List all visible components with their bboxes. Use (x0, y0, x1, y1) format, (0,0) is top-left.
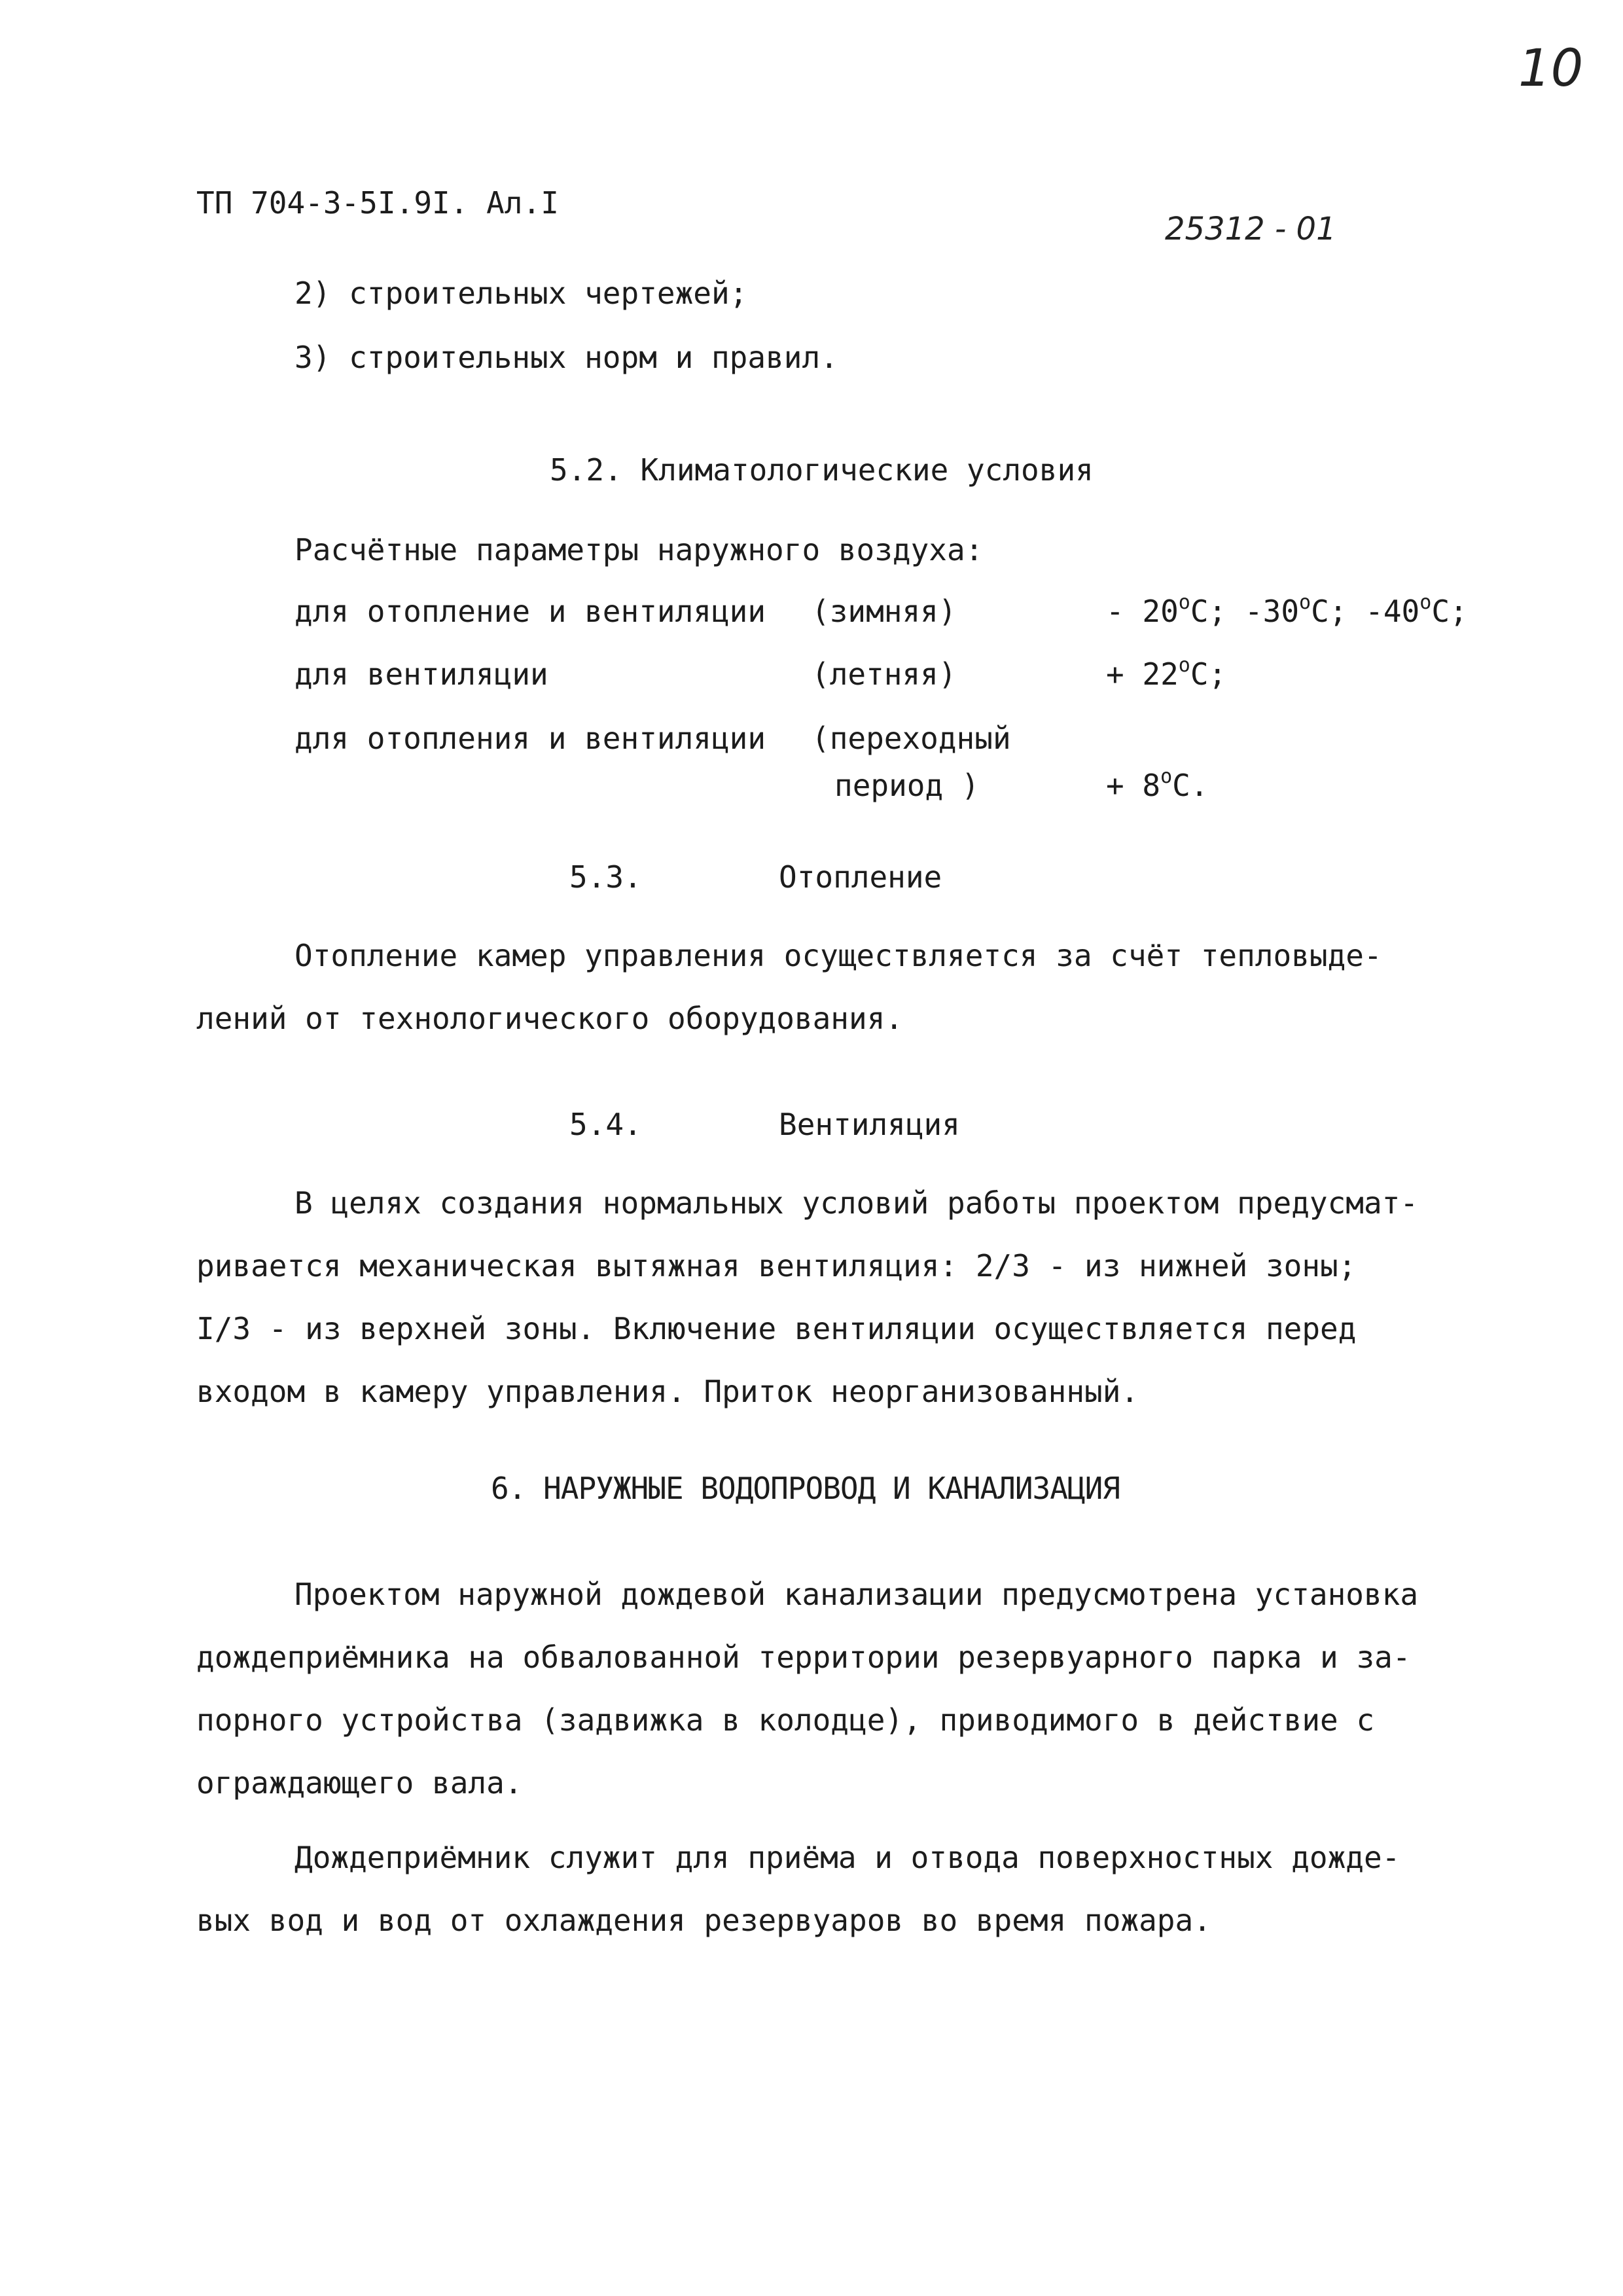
climate-row-label: для отопления и вентиляции (294, 721, 766, 756)
climate-row-season: (переходный (812, 721, 1011, 756)
paragraph-line: Дождеприёмник служит для приёма и отвода поверхностных дожде- (294, 1840, 1400, 1875)
paragraph-line: ривается механическая вытяжная вентиляция: 2/3 - из нижней зоны; (196, 1248, 1357, 1283)
climate-row-label: для отопление и вентиляции (294, 594, 766, 629)
paragraph-line: входом в камеру управления. Приток неорганизованный. (196, 1374, 1139, 1409)
climate-row-value: - 20$^o$C; -30$^o$C; -40$^o$C; (1106, 591, 1468, 629)
paragraph-line: лений от технологического оборудования. (196, 1001, 904, 1036)
document-code: ТП 704-3-5I.9I. Ал.I (196, 185, 559, 221)
list-item: 3) строительных норм и правил. (294, 340, 838, 375)
section-5-4-title: Вентиляция (779, 1107, 960, 1142)
paragraph-line: Проектом наружной дождевой канализации предусмотрена установка (294, 1577, 1419, 1612)
climate-row-season: (зимняя) (812, 594, 957, 629)
handwritten-page-number: 10 (1518, 39, 1584, 98)
paragraph-line: В целях создания нормальных условий работы проектом предусмат- (294, 1185, 1419, 1221)
paragraph-line: Отопление камер управления осуществляется за счёт тепловыде- (294, 938, 1382, 973)
section-5-2-intro: Расчётные параметры наружного воздуха: (294, 532, 984, 567)
paragraph-line: I/3 - из верхней зоны. Включение вентиляции осуществляется перед (196, 1311, 1357, 1346)
climate-row-season: (летняя) (812, 656, 957, 692)
section-5-3-title: Отопление (779, 859, 942, 895)
paragraph-line: порного устройства (задвижка в колодце), приводимого в действие с (196, 1702, 1375, 1738)
climate-row-value: + $8^oC$. (1106, 765, 1209, 803)
list-item: 2) строительных чертежей; (294, 276, 748, 311)
climate-row-label: для вентиляции (294, 656, 548, 692)
section-5-4-number: 5.4. (569, 1107, 642, 1142)
handwritten-code: 25312 - 01 (1165, 211, 1336, 247)
climate-row-value: + $22^oC$; (1106, 654, 1227, 692)
climate-row-season: период ) (834, 768, 980, 803)
section-5-3-number: 5.3. (569, 859, 642, 895)
section-5-2-title: 5.2. Климатологические условия (550, 452, 1094, 488)
paragraph-line: ограждающего вала. (196, 1765, 523, 1801)
paragraph-line: дождеприёмника на обвалованной территории резервуарного парка и за- (196, 1640, 1411, 1675)
paragraph-line: вых вод и вод от охлаждения резервуаров во время пожара. (196, 1903, 1211, 1938)
section-6-title: 6. НАРУЖНЫЕ ВОДОПРОВОД И КАНАЛИЗАЦИЯ (491, 1471, 1120, 1506)
